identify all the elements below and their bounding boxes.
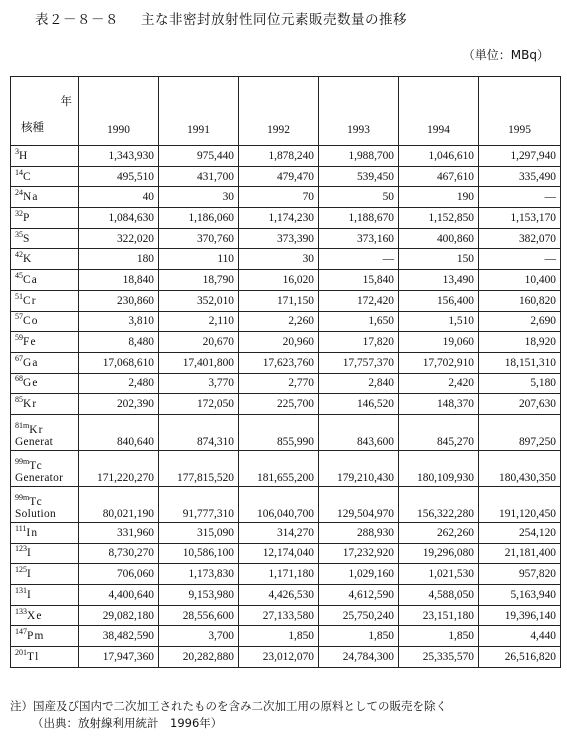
- value-cell: 1,297,940: [479, 146, 561, 167]
- value-cell: 845,270: [399, 414, 479, 450]
- value-cell: 23,151,180: [399, 605, 479, 626]
- value-cell: 181,655,200: [239, 450, 319, 486]
- value-cell: 1,850: [239, 626, 319, 647]
- value-cell: 10,400: [479, 270, 561, 291]
- table-row: [11, 543, 561, 564]
- element-symbol: Xe: [27, 609, 43, 622]
- nuclide-cell: [11, 394, 79, 415]
- value-cell: 1,186,060: [159, 208, 239, 229]
- value-cell: 9,153,980: [159, 585, 239, 606]
- value-cell: 5,163,940: [479, 585, 561, 606]
- value-cell: 180,109,930: [399, 450, 479, 486]
- value-cell: —: [319, 249, 399, 270]
- table-row: [11, 352, 561, 373]
- value-cell: 254,120: [479, 522, 561, 543]
- element-symbol: I: [27, 568, 32, 581]
- value-cell: 4,588,050: [399, 585, 479, 606]
- value-cell: 262,260: [399, 522, 479, 543]
- value-cell: 17,947,360: [79, 647, 159, 668]
- mass-number: 51: [15, 291, 23, 301]
- value-cell: 202,390: [79, 394, 159, 415]
- value-cell: 80,021,190: [79, 486, 159, 522]
- mass-number: 3: [15, 146, 19, 156]
- value-cell: 975,440: [159, 146, 239, 167]
- value-cell: 17,702,910: [399, 352, 479, 373]
- value-cell: 897,250: [479, 414, 561, 450]
- element-symbol: In: [26, 526, 39, 539]
- value-cell: 400,860: [399, 228, 479, 249]
- table-number: 表２－８－８: [35, 12, 119, 28]
- value-cell: 190: [399, 187, 479, 208]
- value-cell: 3,700: [159, 626, 239, 647]
- value-cell: 2,480: [79, 373, 159, 394]
- value-cell: 18,790: [159, 270, 239, 291]
- value-cell: 382,070: [479, 228, 561, 249]
- element-symbol: Tc: [29, 495, 43, 508]
- value-cell: 1,850: [319, 626, 399, 647]
- table-row: [11, 394, 561, 415]
- value-cell: 12,174,040: [239, 543, 319, 564]
- value-cell: 29,082,180: [79, 605, 159, 626]
- nuclide-cell: [11, 564, 79, 585]
- mass-number: 42: [15, 250, 23, 260]
- value-cell: 50: [319, 187, 399, 208]
- value-cell: 370,760: [159, 228, 239, 249]
- mass-number: 57: [15, 312, 23, 322]
- value-cell: 17,757,370: [319, 352, 399, 373]
- value-cell: 4,440: [479, 626, 561, 647]
- value-cell: 5,180: [479, 373, 561, 394]
- corner-header: [11, 77, 79, 146]
- element-symbol: Kr: [23, 398, 38, 411]
- value-cell: 335,490: [479, 166, 561, 187]
- value-cell: 19,396,140: [479, 605, 561, 626]
- value-cell: 1,850: [399, 626, 479, 647]
- value-cell: 1,510: [399, 311, 479, 332]
- value-cell: 225,700: [239, 394, 319, 415]
- value-cell: 4,400,640: [79, 585, 159, 606]
- value-cell: 2,260: [239, 311, 319, 332]
- value-cell: 331,960: [79, 522, 159, 543]
- value-cell: 180: [79, 249, 159, 270]
- mass-number: 67: [15, 353, 23, 363]
- mass-number: 131: [15, 585, 27, 595]
- header-row: [11, 77, 561, 146]
- value-cell: 373,390: [239, 228, 319, 249]
- value-cell: 25,335,570: [399, 647, 479, 668]
- value-cell: 19,060: [399, 332, 479, 353]
- mass-number: 81m: [15, 420, 30, 430]
- value-cell: 25,750,240: [319, 605, 399, 626]
- value-cell: 1,046,610: [399, 146, 479, 167]
- value-cell: —: [479, 187, 561, 208]
- mass-number: 35: [15, 229, 23, 239]
- value-cell: 2,840: [319, 373, 399, 394]
- value-cell: 150: [399, 249, 479, 270]
- value-cell: 172,050: [159, 394, 239, 415]
- value-cell: 27,133,580: [239, 605, 319, 626]
- nuclide-cell: [11, 585, 79, 606]
- year-label: 年: [60, 94, 72, 108]
- value-cell: 352,010: [159, 290, 239, 311]
- table-row: [11, 647, 561, 668]
- value-cell: 20,960: [239, 332, 319, 353]
- value-cell: 28,556,600: [159, 605, 239, 626]
- value-cell: 315,090: [159, 522, 239, 543]
- element-symbol: Co: [23, 315, 39, 328]
- table-row: [11, 585, 561, 606]
- table-row: [11, 486, 561, 522]
- mass-number: 99m: [15, 492, 30, 502]
- value-cell: 179,210,430: [319, 450, 399, 486]
- table-row: [11, 146, 561, 167]
- value-cell: 17,623,760: [239, 352, 319, 373]
- sales-table: [10, 76, 561, 668]
- nuclide-cell: [11, 146, 79, 167]
- nuclide-cell: [11, 332, 79, 353]
- nuclide-cell: [11, 208, 79, 229]
- table-row: [11, 626, 561, 647]
- nuclide-cell: [11, 187, 79, 208]
- value-cell: 1,343,930: [79, 146, 159, 167]
- nuclide-subname: Generator: [15, 471, 64, 484]
- table-header: [11, 77, 561, 146]
- value-cell: 1,153,170: [479, 208, 561, 229]
- table-row: [11, 249, 561, 270]
- mass-number: 24: [15, 188, 23, 198]
- value-cell: 1,650: [319, 311, 399, 332]
- element-symbol: P: [23, 211, 31, 224]
- year-header: 1992: [239, 77, 319, 146]
- value-cell: 1,021,530: [399, 564, 479, 585]
- nuclide-cell: [11, 486, 79, 522]
- value-cell: 17,232,920: [319, 543, 399, 564]
- value-cell: 431,700: [159, 166, 239, 187]
- year-header: 1994: [399, 77, 479, 146]
- table-row: [11, 373, 561, 394]
- nuclide-cell: [11, 352, 79, 373]
- value-cell: 1,174,230: [239, 208, 319, 229]
- table-body: [11, 146, 561, 668]
- value-cell: 17,401,800: [159, 352, 239, 373]
- value-cell: 21,181,400: [479, 543, 561, 564]
- value-cell: 2,770: [239, 373, 319, 394]
- value-cell: 17,068,610: [79, 352, 159, 373]
- element-symbol: Pm: [27, 630, 45, 643]
- value-cell: 4,612,590: [319, 585, 399, 606]
- nuclide-cell: [11, 311, 79, 332]
- value-cell: 957,820: [479, 564, 561, 585]
- mass-number: 68: [15, 374, 23, 384]
- value-cell: 706,060: [79, 564, 159, 585]
- nuclide-cell: [11, 414, 79, 450]
- value-cell: 171,150: [239, 290, 319, 311]
- value-cell: 156,322,280: [399, 486, 479, 522]
- year-header: 1993: [319, 77, 399, 146]
- value-cell: 106,040,700: [239, 486, 319, 522]
- value-cell: 171,220,270: [79, 450, 159, 486]
- mass-number: 99m: [15, 456, 30, 466]
- value-cell: 38,482,590: [79, 626, 159, 647]
- mass-number: 32: [15, 208, 23, 218]
- nuclide-cell: [11, 249, 79, 270]
- element-symbol: Cr: [23, 294, 37, 307]
- value-cell: 2,110: [159, 311, 239, 332]
- nuclide-cell: [11, 290, 79, 311]
- value-cell: 2,690: [479, 311, 561, 332]
- nuclide-cell: [11, 626, 79, 647]
- table-row: [11, 270, 561, 291]
- nuclide-cell: [11, 605, 79, 626]
- value-cell: 3,810: [79, 311, 159, 332]
- value-cell: 1,171,180: [239, 564, 319, 585]
- table-row: [11, 450, 561, 486]
- value-cell: 2,420: [399, 373, 479, 394]
- value-cell: 4,426,530: [239, 585, 319, 606]
- nuclide-cell: [11, 522, 79, 543]
- value-cell: 30: [159, 187, 239, 208]
- table-row: [11, 564, 561, 585]
- table-row: [11, 605, 561, 626]
- element-symbol: I: [27, 547, 32, 560]
- value-cell: 467,610: [399, 166, 479, 187]
- value-cell: 230,860: [79, 290, 159, 311]
- element-symbol: Ge: [23, 377, 39, 390]
- nuclide-subname: Generat: [15, 435, 54, 448]
- element-symbol: S: [23, 232, 31, 245]
- nuclide-subname: Solution: [15, 507, 57, 520]
- value-cell: 373,160: [319, 228, 399, 249]
- value-cell: 13,490: [399, 270, 479, 291]
- element-symbol: Kr: [29, 423, 44, 436]
- value-cell: 20,282,880: [159, 647, 239, 668]
- year-header: 1990: [79, 77, 159, 146]
- nuclide-cell: [11, 450, 79, 486]
- value-cell: 843,600: [319, 414, 399, 450]
- value-cell: 15,840: [319, 270, 399, 291]
- year-header: 1995: [479, 77, 561, 146]
- value-cell: 180,430,350: [479, 450, 561, 486]
- element-symbol: C: [23, 170, 32, 183]
- value-cell: 16,020: [239, 270, 319, 291]
- value-cell: 20,670: [159, 332, 239, 353]
- value-cell: 110: [159, 249, 239, 270]
- element-symbol: Fe: [23, 336, 37, 349]
- mass-number: 133: [15, 606, 27, 616]
- value-cell: 177,815,520: [159, 450, 239, 486]
- value-cell: 1,188,670: [319, 208, 399, 229]
- value-cell: 148,370: [399, 394, 479, 415]
- mass-number: 45: [15, 270, 23, 280]
- mass-number: 111: [15, 523, 27, 533]
- value-cell: 840,640: [79, 414, 159, 450]
- value-cell: 1,084,630: [79, 208, 159, 229]
- value-cell: 19,296,080: [399, 543, 479, 564]
- value-cell: 874,310: [159, 414, 239, 450]
- value-cell: 26,516,820: [479, 647, 561, 668]
- value-cell: 91,777,310: [159, 486, 239, 522]
- value-cell: 18,840: [79, 270, 159, 291]
- mass-number: 147: [15, 627, 27, 637]
- value-cell: 70: [239, 187, 319, 208]
- mass-number: 59: [15, 333, 23, 343]
- value-cell: 288,930: [319, 522, 399, 543]
- unit-label: （単位：MBq）: [462, 48, 549, 62]
- table-row: [11, 228, 561, 249]
- value-cell: 17,820: [319, 332, 399, 353]
- value-cell: 855,990: [239, 414, 319, 450]
- element-symbol: H: [19, 149, 29, 162]
- value-cell: 539,450: [319, 166, 399, 187]
- value-cell: 156,400: [399, 290, 479, 311]
- nuclide-cell: [11, 373, 79, 394]
- nuclide-cell: [11, 543, 79, 564]
- footnote: 注）国産及び国内で二次加工されたものを含み二次加工用の原料としての販売を除く: [10, 699, 447, 713]
- table-row: [11, 522, 561, 543]
- value-cell: 10,586,100: [159, 543, 239, 564]
- element-symbol: Tl: [27, 650, 40, 663]
- value-cell: 129,504,970: [319, 486, 399, 522]
- value-cell: 191,120,450: [479, 486, 561, 522]
- value-cell: 1,173,830: [159, 564, 239, 585]
- element-symbol: Ga: [23, 356, 39, 369]
- nuclide-cell: [11, 270, 79, 291]
- value-cell: 479,470: [239, 166, 319, 187]
- nuclide-label: 核種: [21, 120, 44, 134]
- table-row: [11, 414, 561, 450]
- value-cell: 8,480: [79, 332, 159, 353]
- element-symbol: Na: [23, 191, 39, 204]
- nuclide-cell: [11, 166, 79, 187]
- mass-number: 123: [15, 544, 27, 554]
- element-symbol: Ca: [23, 273, 39, 286]
- value-cell: 30: [239, 249, 319, 270]
- value-cell: 8,730,270: [79, 543, 159, 564]
- value-cell: 1,152,850: [399, 208, 479, 229]
- table-row: [11, 187, 561, 208]
- value-cell: 146,520: [319, 394, 399, 415]
- table-row: [11, 208, 561, 229]
- value-cell: 1,029,160: [319, 564, 399, 585]
- value-cell: 18,920: [479, 332, 561, 353]
- value-cell: 207,630: [479, 394, 561, 415]
- value-cell: 322,020: [79, 228, 159, 249]
- value-cell: 24,784,300: [319, 647, 399, 668]
- element-symbol: Tc: [29, 459, 43, 472]
- value-cell: 23,012,070: [239, 647, 319, 668]
- value-cell: 1,878,240: [239, 146, 319, 167]
- year-header: 1991: [159, 77, 239, 146]
- table-row: [11, 290, 561, 311]
- source-note: （出典：放射線利用統計 1996年）: [32, 716, 223, 730]
- value-cell: 495,510: [79, 166, 159, 187]
- nuclide-cell: [11, 228, 79, 249]
- value-cell: 3,770: [159, 373, 239, 394]
- value-cell: —: [479, 249, 561, 270]
- table-row: [11, 332, 561, 353]
- value-cell: 1,988,700: [319, 146, 399, 167]
- nuclide-cell: [11, 647, 79, 668]
- element-symbol: K: [23, 253, 33, 266]
- mass-number: 125: [15, 565, 27, 575]
- value-cell: 160,820: [479, 290, 561, 311]
- value-cell: 172,420: [319, 290, 399, 311]
- mass-number: 201: [15, 647, 27, 657]
- table-row: [11, 311, 561, 332]
- table-title: [35, 8, 407, 28]
- value-cell: 40: [79, 187, 159, 208]
- element-symbol: I: [27, 588, 32, 601]
- table-title-text: 主な非密封放射性同位元素販売数量の推移: [141, 12, 407, 28]
- value-cell: 314,270: [239, 522, 319, 543]
- value-cell: 18,151,310: [479, 352, 561, 373]
- mass-number: 85: [15, 395, 23, 405]
- mass-number: 14: [15, 167, 23, 177]
- table-row: [11, 166, 561, 187]
